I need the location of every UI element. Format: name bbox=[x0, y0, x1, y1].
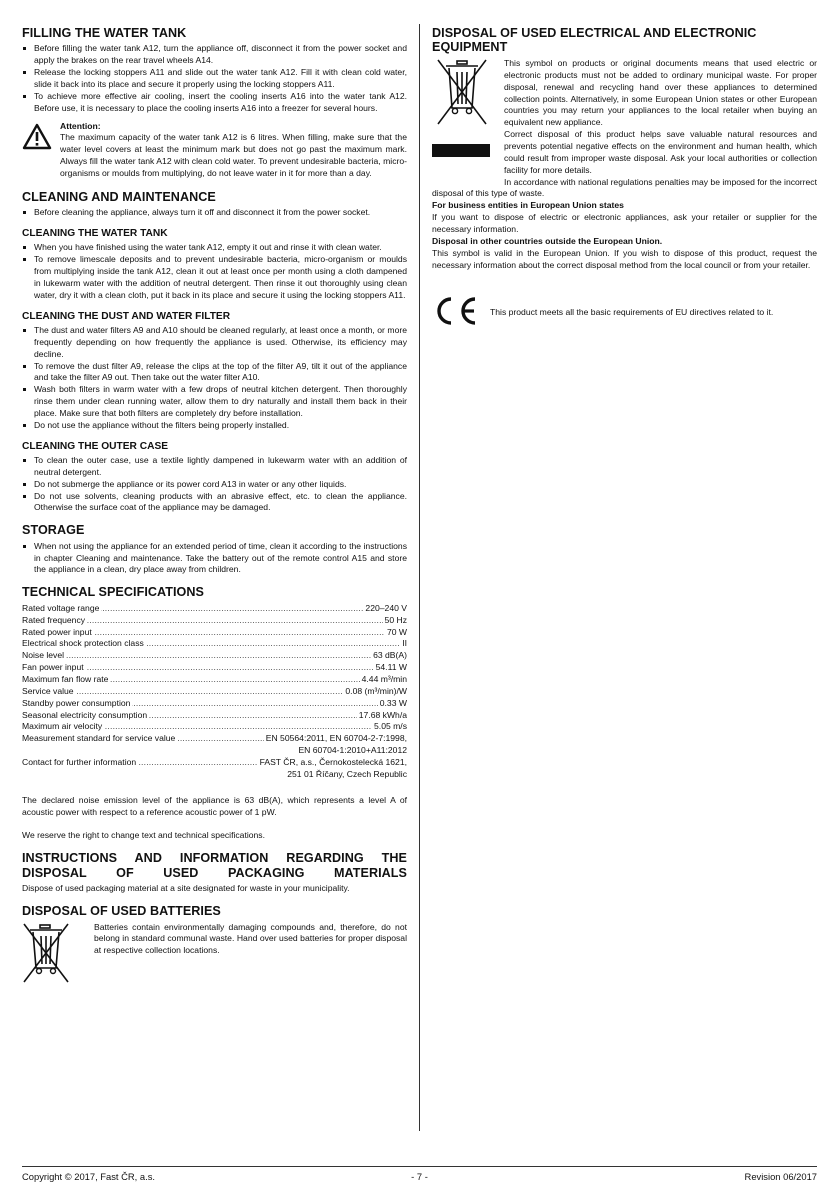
spec-row bbox=[22, 686, 407, 698]
subsection-title: CLEANING THE DUST AND WATER FILTER bbox=[22, 310, 231, 322]
copyright: Copyright © 2017, Fast ČR, a.s. bbox=[22, 1171, 156, 1182]
spec-value: 0.08 (m³/min)/W bbox=[345, 685, 407, 696]
weee-bar-icon bbox=[432, 144, 490, 157]
spec-value: 220–240 V bbox=[365, 602, 407, 613]
spec-label: Contact for further information bbox=[22, 756, 137, 767]
section-cleaning-filter bbox=[22, 311, 407, 432]
reserve-note: We reserve the right to change text and technical specifications. bbox=[22, 830, 265, 841]
spec-label: Maximum fan flow rate bbox=[22, 673, 109, 684]
weee-subheading: For business entities in European Union states bbox=[432, 200, 624, 211]
spec-label: Standby power consumption bbox=[22, 697, 131, 708]
section-batteries bbox=[22, 904, 407, 991]
list-item: Do not use solvents, cleaning products with an abrasive effect, etc. to clean the appliance. Otherwise the surface coat of the appliance may be damaged. bbox=[22, 491, 407, 515]
section-cleaning-tank bbox=[22, 228, 407, 302]
spec-value: II bbox=[402, 638, 407, 649]
page-footer bbox=[22, 1166, 817, 1184]
list-item: Before cleaning the appliance, always turn it off and disconnect it from the power socket. bbox=[22, 207, 407, 219]
section-tech-specs bbox=[22, 585, 407, 842]
spec-row bbox=[22, 710, 407, 722]
attention-text: The maximum capacity of the water tank A12 is 6 litres. When filling, make sure that the water level covers at least the minimum mark but does not go past the maximum mark. Always fill the water tank A12 with clean cold water. To prevent undesirable bacteria, micro-organisms or moulds from multiplying, do not leave water in it for more than a day. bbox=[60, 132, 407, 179]
list-item: To remove the dust filter A9, release the clips at the top of the filter A9, tilt it out of the appliance and take the filter A9 out. Then take out the water filter A10. bbox=[22, 361, 407, 385]
spec-row bbox=[22, 757, 407, 769]
spec-value: FAST ČR, a.s., Černokostelecká 1621, bbox=[259, 756, 407, 767]
packaging-text: Dispose of used packaging material at a site designated for waste in your municipality. bbox=[22, 883, 350, 894]
section-cleaning-case bbox=[22, 441, 407, 515]
spec-value: 4.44 m³/min bbox=[361, 673, 407, 684]
spec-label: Rated voltage range bbox=[22, 602, 100, 613]
section-title: CLEANING AND MAINTENANCE bbox=[22, 189, 216, 204]
spec-value: 5.05 m/s bbox=[374, 721, 407, 732]
weee-paragraph: If you want to dispose of electric or electronic appliances, ask your retailer or supplier for the necessary information. bbox=[432, 212, 817, 234]
section-weee bbox=[432, 26, 817, 271]
subsection-title: CLEANING THE WATER TANK bbox=[22, 228, 168, 240]
spec-label: Measurement standard for service value bbox=[22, 733, 176, 744]
spec-label: Noise level bbox=[22, 650, 65, 661]
section-title: DISPOSAL OF USED ELECTRICAL AND ELECTRONIC EQUIPMENT bbox=[432, 26, 757, 55]
weee-subheading: Disposal in other countries outside the European Union. bbox=[432, 235, 663, 246]
section-packaging bbox=[22, 851, 407, 895]
revision: Revision 06/2017 bbox=[744, 1171, 817, 1182]
spec-row bbox=[22, 603, 407, 615]
spec-value: 17.68 kWh/a bbox=[358, 709, 407, 720]
section-title: STORAGE bbox=[22, 523, 85, 538]
weee-paragraph: This symbol on products or original documents means that used electric or electronic products must not be added to ordinary municipal waste. For proper disposal, renewal and recycling hand over these appliances to determined collection points. Alternatively, in some European Union states or other European countries you may return your appliances to the local retailer when buying an equivalent new appliance. bbox=[504, 57, 817, 128]
spec-label: Fan power input bbox=[22, 662, 84, 673]
weee-paragraph: This symbol is valid in the European Union. If you wish to dispose of this product, request the necessary information about the correct disposal method from the local council or from your retailer. bbox=[432, 247, 817, 270]
spec-value: 50 Hz bbox=[384, 614, 407, 625]
weee-paragraph: Correct disposal of this product helps save valuable natural resources and prevents potential negative effects on the environment and human health, which could result from improper waste disposal. Ask your local authorities or collection facility for more details. bbox=[504, 129, 817, 175]
list-item: When not using the appliance for an extended period of time, clean it according to the instructions in chapter Cleaning and maintenance. Take the battery out of the remote control A15 and store the appliance in a clean, dry place away from children. bbox=[22, 541, 407, 577]
attention-box bbox=[22, 121, 407, 180]
spec-row bbox=[22, 662, 407, 674]
bullet-list bbox=[22, 43, 407, 114]
spec-table bbox=[22, 603, 407, 781]
spec-row bbox=[22, 698, 407, 710]
spec-row bbox=[22, 733, 407, 745]
list-item: To achieve more effective air cooling, insert the cooling inserts A16 into the water tank A12. Before use, it is necessary to place the cooling inserts A16 into a freezer for several hours. bbox=[22, 91, 407, 115]
list-item: Wash both filters in warm water with a few drops of neutral kitchen detergent. Then thoroughly rinse them under clean running water, allow them to dry naturally and install them back in their place. Make sure that both filters are completely dry before installation. bbox=[22, 384, 407, 420]
spec-row bbox=[22, 627, 407, 639]
spec-value-continued: 251 01 Říčany, Czech Republic bbox=[287, 768, 407, 779]
subsection-title: CLEANING THE OUTER CASE bbox=[22, 440, 169, 452]
section-title: TECHNICAL SPECIFICATIONS bbox=[22, 585, 204, 600]
column-divider bbox=[419, 24, 420, 1131]
list-item: To clean the outer case, use a textile lightly dampened in lukewarm water with an addition of neutral detergent. bbox=[22, 455, 407, 479]
list-item: Release the locking stoppers A11 and slide out the water tank A12. Fill it with clean cold water, slide it back into its place and secure it properly using the locking stoppers A11. bbox=[22, 67, 407, 91]
list-item: To remove limescale deposits and to prevent undesirable bacteria, micro-organism or moulds from multiplying inside the tank A12, clean it out at least once per month using a cloth dampened in lukewarm water with the addition of neutral detergent. Then rinse it out thoroughly using clean water, dry it with a clean cloth, put it back in its place and secure it using the locking stoppers A11. bbox=[22, 254, 407, 301]
warning-icon bbox=[22, 121, 60, 180]
ce-declaration bbox=[432, 296, 817, 330]
spec-label: Maximum air velocity bbox=[22, 721, 103, 732]
spec-row bbox=[22, 721, 407, 733]
spec-value: 70 W bbox=[386, 626, 407, 637]
spec-row bbox=[22, 650, 407, 662]
batteries-text: Batteries contain environmentally damaging compounds and, therefore, do not belong in standard communal waste. Hand over used batteries for proper disposal at respective collection locations. bbox=[94, 921, 407, 956]
spec-label: Electrical shock protection class bbox=[22, 638, 144, 649]
section-title: INSTRUCTIONS AND INFORMATION REGARDING THE DISPOSAL OF USED PACKAGING MATERIALS bbox=[22, 851, 407, 880]
list-item: Before filling the water tank A12, turn the appliance off, disconnect it from the power socket and apply the brakes on the rear travel wheels A14. bbox=[22, 43, 407, 67]
list-item: Do not use the appliance without the filters being properly installed. bbox=[22, 420, 407, 432]
page-number: - 7 - bbox=[411, 1171, 428, 1182]
weee-paragraph: In accordance with national regulations penalties may be imposed for the incorrect disposal of this type of waste. bbox=[432, 176, 817, 199]
crossed-bin-icon bbox=[22, 922, 94, 992]
ce-text: This product meets all the basic requirements of EU directives related to it. bbox=[490, 307, 774, 318]
spec-row bbox=[22, 638, 407, 650]
spec-label: Service value bbox=[22, 685, 74, 696]
spec-label: Rated frequency bbox=[22, 614, 86, 625]
spec-value-continued: EN 60704-1:2010+A11:2012 bbox=[298, 745, 407, 756]
section-filling bbox=[22, 26, 407, 180]
ce-mark-icon bbox=[432, 296, 490, 330]
spec-label: Seasonal electricity consumption bbox=[22, 709, 148, 720]
spec-row bbox=[22, 674, 407, 686]
noise-note: The declared noise emission level of the appliance is 63 dB(A), which represents a level A of acoustic power with respect to a reference acoustic power of 1 pW. bbox=[22, 794, 407, 817]
section-title: DISPOSAL OF USED BATTERIES bbox=[22, 904, 221, 919]
list-item: When you have finished using the water tank A12, empty it out and rinse it with clean water. bbox=[22, 242, 407, 254]
spec-value: 0.33 W bbox=[379, 697, 407, 708]
list-item: The dust and water filters A9 and A10 should be cleaned regularly, at least once a month, or more frequently depending on how frequently the appliance is used. Otherwise, its efficiency may decline. bbox=[22, 325, 407, 361]
weee-bin-icon bbox=[432, 58, 504, 183]
section-cleaning bbox=[22, 190, 407, 219]
right-column bbox=[432, 26, 817, 330]
left-column bbox=[22, 26, 407, 1000]
section-title: FILLING THE WATER TANK bbox=[22, 26, 187, 40]
spec-row bbox=[22, 615, 407, 627]
spec-value: EN 50564:2011, EN 60704-2-7:1998, bbox=[265, 733, 407, 744]
section-storage bbox=[22, 523, 407, 576]
spec-value: 54.11 W bbox=[375, 662, 407, 673]
spec-label: Rated power input bbox=[22, 626, 92, 637]
list-item: Do not submerge the appliance or its power cord A13 in water or any other liquids. bbox=[22, 479, 407, 491]
spec-value: 63 dB(A) bbox=[373, 650, 407, 661]
attention-title: Attention: bbox=[60, 120, 101, 131]
